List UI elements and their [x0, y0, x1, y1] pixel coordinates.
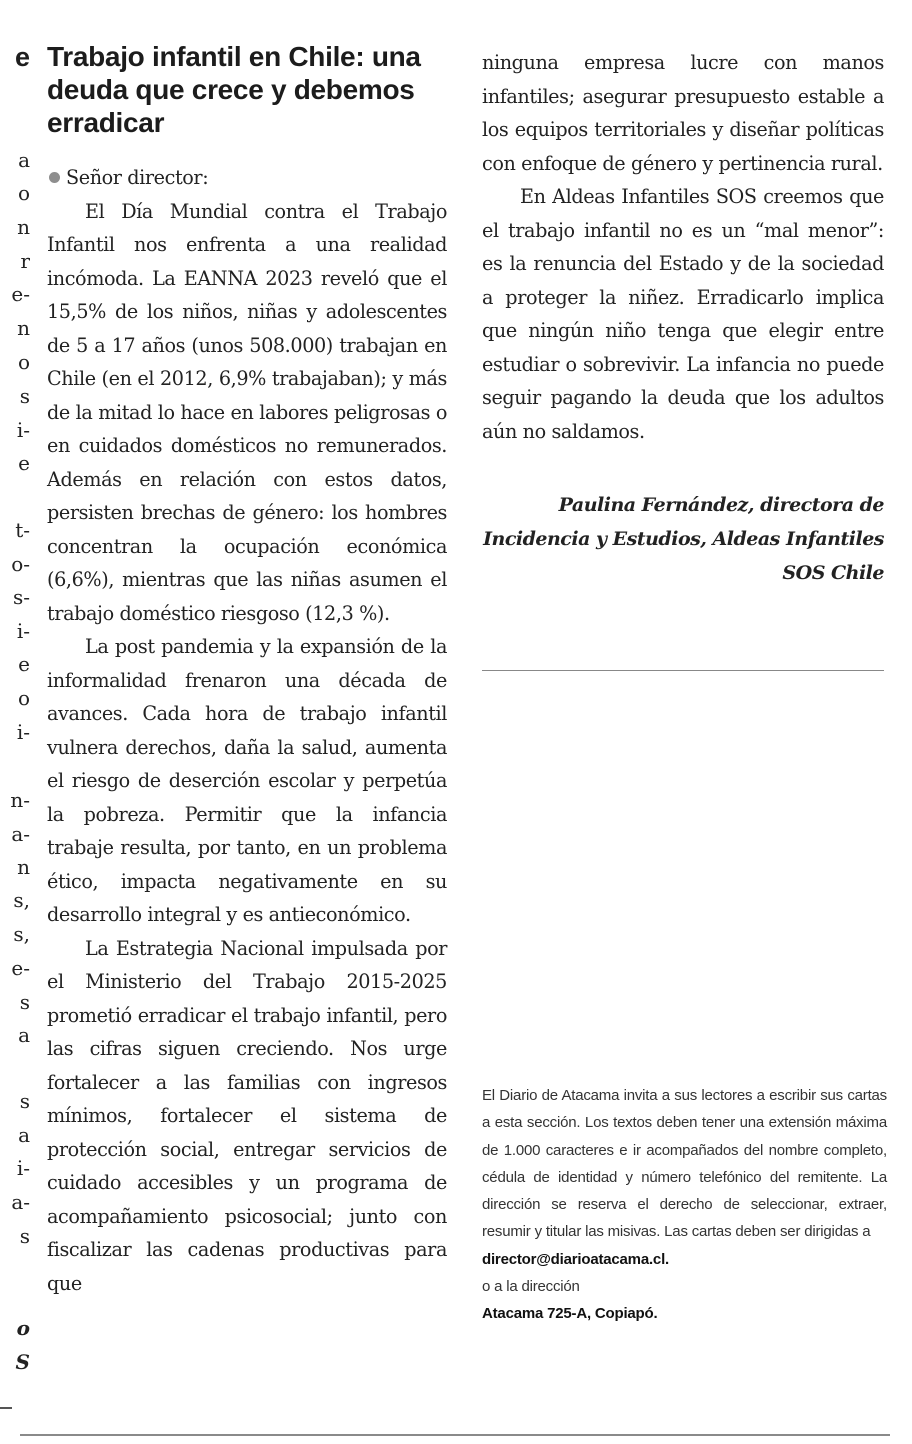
paragraph-3-end: ninguna empresa lucre con manos infantiles; asegurar presupuesto estable a los equipos territoriales y diseñar políticas con enfoque de género y pertinencia rural.	[482, 51, 884, 175]
paragraph-1: El Día Mundial contra el Trabajo Infantil nos enfrenta a una realidad incómoda. La EANNA 2023 reveló que el 15,5% de los niños, niñas y adolescentes de 5 a 17 años (unos 508.000) trabajan en Chile (en el 2012, 6,9% trabajaban); y más de la mitad lo hace en labores peligrosas o en cuidados domésticos no remunerados. Además en relación con estos datos, persisten brechas de género: los hombres concentran la ocupación económica (6,6%), mientras que las niñas asumen el trabajo doméstico riesgoso (12,3 %).	[47, 199, 447, 625]
letters-policy-notice	[482, 1082, 887, 1328]
page-bottom-rule	[20, 1434, 890, 1436]
left-fragment-letter: s	[19, 384, 30, 408]
salutation: Señor director:	[66, 166, 209, 189]
left-fragment-letter: n	[17, 215, 30, 239]
left-fragment-letter: n-	[10, 788, 30, 812]
left-fragment-letter: e-	[11, 282, 30, 306]
left-fragment-letter: r	[20, 249, 30, 273]
left-fragment-letter: a-	[11, 1190, 30, 1214]
left-fragment-letter: o	[17, 350, 30, 374]
left-column-rule	[0, 1407, 12, 1409]
left-fragment-letter: n	[17, 316, 30, 340]
paragraph-3-start: La Estrategia Nacional impulsada por el Ministerio del Trabajo 2015-2025 prometió erradicar el trabajo infantil, pero las cifras siguen creciendo. Nos urge fortalecer a las familias con ingresos mínimos, fortalecer el sistema de protección social, entregar servicios de cuidado accesibles y un programa de acompañamiento psicosocial; junto con fiscalizar las cadenas productivas para que	[47, 936, 447, 1295]
article-headline: Trabajo infantil en Chile: una deuda que crece y debemos erradicar	[47, 41, 421, 138]
letter-article	[47, 40, 447, 1300]
left-fragment-signature: S	[15, 1350, 30, 1374]
left-fragment-letter: a	[18, 1023, 30, 1047]
left-fragment-letter: o	[17, 181, 30, 205]
left-fragment-letter: a-	[11, 822, 30, 846]
paragraph-4: En Aldeas Infantiles SOS creemos que el trabajo infantil no es un “mal menor”: es la renuncia del Estado y de la sociedad a proteger la niñez. Erradicarlo implica que ningún niño tenga que elegir entre estudiar o sobrevivir. La infancia no puede seguir pagando la deuda que los adultos aún no saldamos.	[482, 185, 884, 443]
left-fragment-letter: e	[18, 652, 30, 676]
letter-signature: Paulina Fernández, directora de Incidencia y Estudios, Aldeas Infantiles SOS Chile	[483, 494, 884, 584]
left-fragment-letter: s-	[12, 585, 30, 609]
left-fragment-letter: e	[18, 451, 30, 475]
left-fragment-letter: i-	[16, 1156, 30, 1180]
salutation-line	[47, 161, 447, 195]
left-fragment-letter: t-	[15, 518, 30, 542]
notice-text: El Diario de Atacama invita a sus lectores a escribir sus cartas a esta sección. Los textos deben tener una extensión máxima de 1.000 caracteres e ir acompañados del nombre completo, cédula de identidad y número telefónico del remitente. La dirección se reserva el derecho de seleccionar, extraer, resumir y titular las misivas. Las cartas deben ser dirigidas a	[482, 1087, 887, 1241]
left-fragment-letter: s	[19, 1089, 30, 1113]
left-fragment-letter: o-	[11, 552, 30, 576]
column-divider	[482, 670, 884, 671]
left-fragment-letter: n	[17, 855, 30, 879]
left-fragment-letter: i-	[16, 720, 30, 744]
left-fragment-letter: s,	[13, 888, 30, 912]
letter-continuation	[482, 46, 884, 590]
bullet-icon	[49, 172, 60, 183]
notice-or-address: o a la dirección	[482, 1278, 580, 1296]
left-fragment-letter: e-	[11, 956, 30, 980]
left-fragment-heading: e	[14, 42, 30, 72]
left-fragment-signature: o	[16, 1316, 30, 1340]
left-fragment-letter: a	[18, 148, 30, 172]
notice-email[interactable]: director@diarioatacama.cl.	[482, 1250, 670, 1268]
paragraph-2: La post pandemia y la expansión de la informalidad frenaron una década de avances. Cada hora de trabajo infantil vulnera derechos, daña la salud, aumenta el riesgo de deserción escolar y perpetúa la pobreza. Permitir que la infancia trabaje resulta, por tanto, en un problema ético, impacta negativamente en su desarrollo integral y es antieconómico.	[47, 635, 447, 926]
left-fragment-letter: a	[18, 1123, 30, 1147]
left-fragment-letter: s	[19, 990, 30, 1014]
left-fragment-letter: s	[19, 1224, 30, 1248]
notice-address: Atacama 725-A, Copiapó.	[482, 1305, 658, 1323]
left-fragment-letter: i-	[16, 619, 30, 643]
left-fragment-letter: o	[17, 686, 30, 710]
left-fragment-letter: i-	[16, 418, 30, 442]
left-fragment-letter: s,	[13, 922, 30, 946]
adjacent-column-fragment	[0, 0, 30, 1444]
